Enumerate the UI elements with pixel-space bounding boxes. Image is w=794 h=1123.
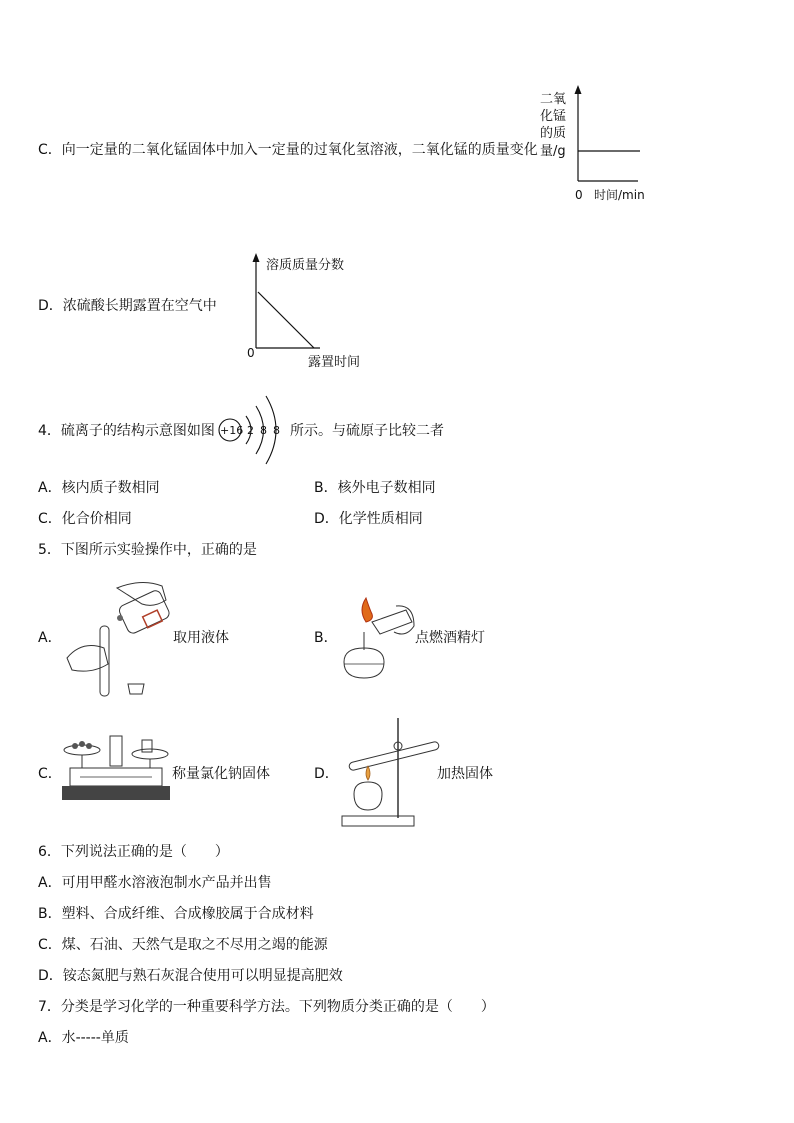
q5-option-d-letter: D． bbox=[314, 766, 339, 782]
q5-option-b-caption: 点燃酒精灯 bbox=[415, 630, 485, 646]
q5-option-b-letter: B． bbox=[314, 630, 338, 646]
alcohol-lamp-illustration bbox=[336, 592, 416, 684]
sulfide-ion-structure-diagram bbox=[216, 392, 288, 468]
q7-stem: 7．分类是学习化学的一种重要科学方法。下列物质分类正确的是（ ） bbox=[38, 999, 495, 1015]
q7-option-a: A．水-----单质 bbox=[38, 1030, 129, 1046]
q6-option-a: A．可用甲醛水溶液泡制水产品并出售 bbox=[38, 875, 272, 891]
q5-option-a-caption: 取用液体 bbox=[173, 630, 229, 646]
graph-c-ylabel-2: 化锰 bbox=[540, 109, 567, 124]
q6-option-d: D．铵态氮肥与熟石灰混合使用可以明显提高肥效 bbox=[38, 968, 343, 984]
mno2-mass-graph bbox=[530, 85, 660, 210]
graph-d-xlabel: 露置时间 bbox=[308, 355, 361, 370]
q4-stem-part1: 4．硫离子的结构示意图如图 bbox=[38, 423, 215, 439]
acid-concentration-graph bbox=[240, 252, 380, 372]
graph-c-ylabel-1: 二氧 bbox=[540, 92, 567, 107]
shell-1-electrons: 2 bbox=[247, 424, 254, 437]
q3-option-c-text: C．向一定量的二氧化锰固体中加入一定量的过氧化氢溶液，二氧化锰的质量变化 bbox=[38, 142, 538, 158]
q5-option-c-letter: C． bbox=[38, 766, 62, 782]
q6-stem: 6．下列说法正确的是（ ） bbox=[38, 844, 229, 860]
shell-2-electrons: 8 bbox=[260, 424, 267, 437]
q4-option-c: C．化合价相同 bbox=[38, 511, 132, 527]
graph-c-ylabel-3: 的质 bbox=[540, 126, 567, 141]
q6-option-c: C．煤、石油、天然气是取之不尽用之竭的能源 bbox=[38, 937, 328, 953]
shell-3-electrons: 8 bbox=[273, 424, 280, 437]
q5-option-a-letter: A． bbox=[38, 630, 62, 646]
q5-option-c-caption: 称量氯化钠固体 bbox=[172, 766, 270, 782]
q4-option-a: A．核内质子数相同 bbox=[38, 480, 160, 496]
graph-d-origin: 0 bbox=[247, 346, 255, 360]
balance-scale-illustration bbox=[60, 730, 172, 810]
q3-option-d-text: D．浓硫酸长期露置在空气中 bbox=[38, 298, 217, 314]
q5-option-d-caption: 加热固体 bbox=[437, 766, 493, 782]
graph-c-xlabel: 时间/min bbox=[594, 188, 645, 202]
q6-option-b: B．塑料、合成纤维、合成橡胶属于合成材料 bbox=[38, 906, 314, 922]
nucleus-charge: +16 bbox=[220, 424, 244, 437]
graph-d-ylabel: 溶质质量分数 bbox=[266, 258, 345, 273]
pouring-liquid-illustration bbox=[62, 578, 172, 703]
q4-option-d: D．化学性质相同 bbox=[314, 511, 423, 527]
graph-c-ylabel-4: 量/g bbox=[540, 144, 566, 159]
q4-option-b: B．核外电子数相同 bbox=[314, 480, 436, 496]
q5-stem: 5．下图所示实验操作中，正确的是 bbox=[38, 542, 257, 558]
graph-c-origin: 0 bbox=[575, 188, 583, 202]
heating-solid-illustration bbox=[334, 716, 444, 830]
q4-stem-part2: 所示。与硫原子比较二者 bbox=[290, 423, 444, 439]
